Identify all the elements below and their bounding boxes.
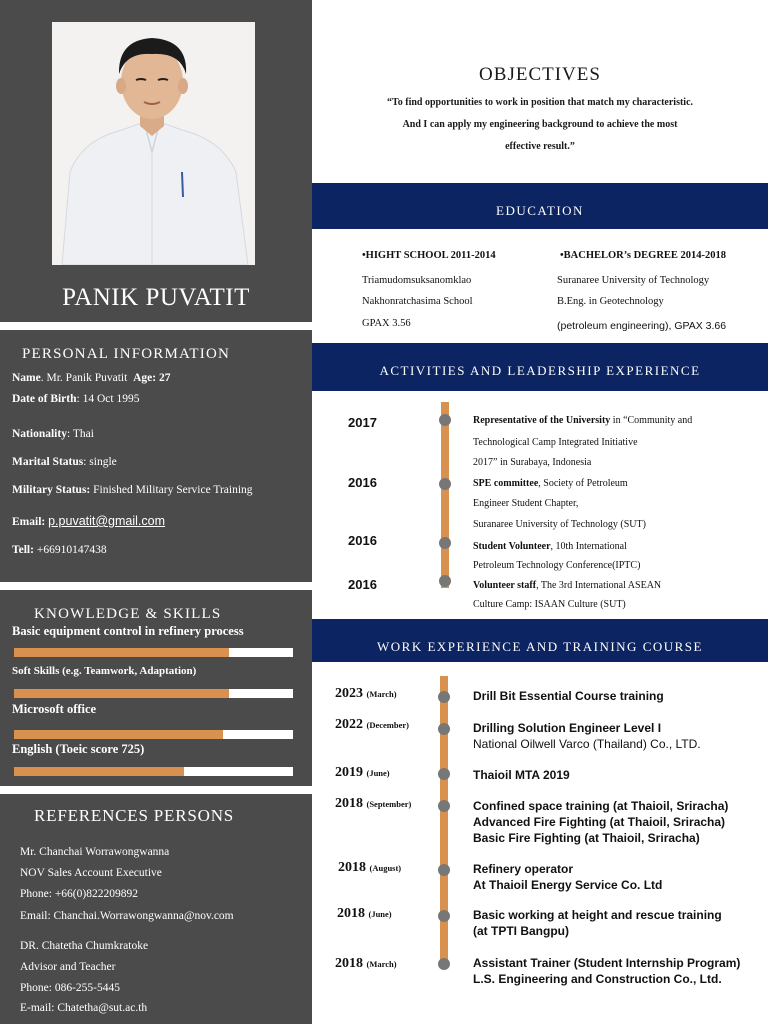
timeline-dot — [438, 768, 450, 780]
reference-line: Advisor and Teacher — [20, 961, 116, 973]
work-item-title: (at TPTI Bangpu) — [473, 924, 569, 938]
references-title: REFERENCES PERSONS — [34, 806, 235, 825]
profile-panel — [0, 0, 312, 322]
skill-level-fill — [14, 648, 229, 657]
work-item-title: Advanced Fire Fighting (at Thaioil, Sriracha) — [473, 815, 726, 829]
work-item-company: National Oilwell Varco (Thailand) Co., LTD. — [473, 737, 701, 751]
skill-label: Microsoft office — [12, 702, 97, 716]
reference-line: NOV Sales Account Executive — [20, 867, 162, 879]
personal-information-title: PERSONAL INFORMATION — [22, 346, 231, 362]
activity-title: Student Volunteer, 10th International — [473, 541, 627, 552]
activity-line: Culture Camp: ISAAN Culture (SUT) — [473, 599, 626, 610]
activity-year: 2016 — [348, 475, 377, 490]
reference-line: Phone: +66(0)822209892 — [20, 888, 138, 900]
skill-level-bar — [14, 767, 293, 776]
work-year: 2022 (December) — [335, 717, 409, 732]
objective-text: effective result.” — [505, 141, 575, 152]
activities-timeline — [441, 402, 449, 588]
activity-year: 2017 — [348, 415, 377, 430]
email-link[interactable]: p.puvatit@gmail.com — [48, 514, 166, 528]
skill-level-fill — [14, 730, 223, 739]
work-item-title: Confined space training (at Thaioil, Sriracha) — [473, 799, 729, 813]
objective-text: “To find opportunities to work in position that match my characteristic. — [386, 97, 694, 108]
reference-line: Mr. Chanchai Worrawongwanna — [20, 846, 170, 858]
work-item-title: Drilling Solution Engineer Level I — [473, 721, 662, 735]
bachelor-heading: •BACHELOR’s DEGREE 2014-2018 — [560, 250, 727, 261]
work-experience-header: WORK EXPERIENCE AND TRAINING COURSE — [312, 619, 768, 662]
activity-line: Engineer Student Chapter, — [473, 498, 579, 509]
work-year: 2019 (June) — [335, 765, 390, 780]
activity-line: Petroleum Technology Conference(IPTC) — [473, 560, 641, 571]
objectives-title: OBJECTIVES — [479, 64, 601, 85]
work-year: 2018 (September) — [335, 796, 412, 811]
work-item-title: Assistant Trainer (Student Internship Program) — [473, 956, 741, 970]
timeline-dot — [439, 414, 451, 426]
activity-line: Suranaree University of Technology (SUT) — [473, 519, 646, 530]
skill-level-fill — [14, 689, 229, 698]
activity-line: 2017” in Surabaya, Indonesia — [473, 457, 592, 468]
work-item-title: Basic working at height and rescue training — [473, 908, 722, 922]
reference-line: Email: Chanchai.Worrawongwanna@nov.com — [20, 910, 234, 922]
timeline-dot — [438, 691, 450, 703]
nationality-line: Nationality: Thai — [12, 428, 94, 440]
references-panel — [0, 794, 312, 1024]
skill-label: English (Toeic score 725) — [12, 742, 145, 756]
school-heading: •HIGHT SCHOOL 2011-2014 — [362, 250, 496, 261]
timeline-dot — [438, 910, 450, 922]
activity-title: Volunteer staff, The 3rd International ASEAN — [473, 580, 662, 591]
education-header: EDUCATION — [312, 183, 768, 229]
skill-label: Soft Skills (e.g. Teamwork, Adaptation) — [12, 665, 197, 677]
timeline-dot — [439, 537, 451, 549]
activity-line: Technological Camp Integrated Initiative — [473, 437, 638, 448]
skill-level-fill — [14, 767, 184, 776]
timeline-dot — [439, 478, 451, 490]
activity-year: 2016 — [348, 577, 377, 592]
school-line: Triamudomsuksanomklao — [362, 275, 472, 286]
reference-line: E-mail: Chatetha@sut.ac.th — [20, 1002, 148, 1014]
person-portrait-image — [52, 22, 255, 265]
work-item-title: Drill Bit Essential Course training — [473, 689, 664, 703]
reference-line: Phone: 086-255-5445 — [20, 982, 120, 994]
profile-photo — [52, 22, 255, 265]
candidate-name: PANIK PUVATIT — [62, 284, 250, 311]
timeline-dot — [438, 723, 450, 735]
dob-line: Date of Birth: 14 Oct 1995 — [12, 393, 140, 405]
skill-level-bar — [14, 648, 293, 657]
work-timeline — [440, 676, 448, 968]
work-year: 2023 (March) — [335, 686, 397, 701]
skill-label: Basic equipment control in refinery process — [12, 624, 244, 638]
school-line: GPAX 3.56 — [362, 318, 411, 329]
personal-information-panel — [0, 330, 312, 582]
activities-header: ACTIVITIES AND LEADERSHIP EXPERIENCE — [312, 343, 768, 391]
bachelor-line: Suranaree University of Technology — [557, 275, 710, 286]
left-column — [0, 0, 312, 1024]
skill-level-bar — [14, 689, 293, 698]
reference-line: DR. Chatetha Chumkratoke — [20, 940, 149, 952]
work-year: 2018 (March) — [335, 956, 397, 971]
activity-year: 2016 — [348, 533, 377, 548]
work-item-title: L.S. Engineering and Construction Co., Ltd. — [473, 972, 722, 986]
work-year: 2018 (June) — [337, 906, 392, 921]
school-line: Nakhonratchasima School — [362, 296, 473, 307]
activity-title: Representative of the University in “Community and — [473, 415, 693, 426]
work-item-title: Basic Fire Fighting (at Thaioil, Sriracha) — [473, 831, 700, 845]
timeline-dot — [438, 800, 450, 812]
work-item-title: Refinery operator — [473, 862, 574, 876]
work-year: 2018 (August) — [338, 860, 402, 875]
work-item-title: At Thaioil Energy Service Co. Ltd — [473, 878, 663, 892]
objective-text: And I can apply my engineering background to achieve the most — [402, 119, 678, 130]
timeline-dot — [438, 864, 450, 876]
marital-status-line: Marital Status: single — [12, 456, 117, 468]
knowledge-skills-title: KNOWLEDGE & SKILLS — [34, 606, 222, 622]
email-line: Email: p.puvatit@gmail.com — [12, 514, 166, 528]
timeline-dot — [439, 575, 451, 587]
military-status-line: Military Status: Finished Military Service Training — [12, 484, 253, 496]
skill-level-bar — [14, 730, 293, 739]
timeline-dot — [438, 958, 450, 970]
activity-title: SPE committee, Society of Petroleum — [473, 478, 628, 489]
bachelor-line: B.Eng. in Geotechnology — [557, 296, 664, 307]
knowledge-skills-panel — [0, 590, 312, 786]
tel-line: Tell: +66910147438 — [12, 544, 107, 556]
name-line: Name. Mr. Panik Puvatit Age: 27 — [12, 372, 171, 384]
bachelor-line: (petroleum engineering), GPAX 3.66 — [557, 320, 727, 332]
work-item-title: Thaioil MTA 2019 — [473, 768, 570, 782]
